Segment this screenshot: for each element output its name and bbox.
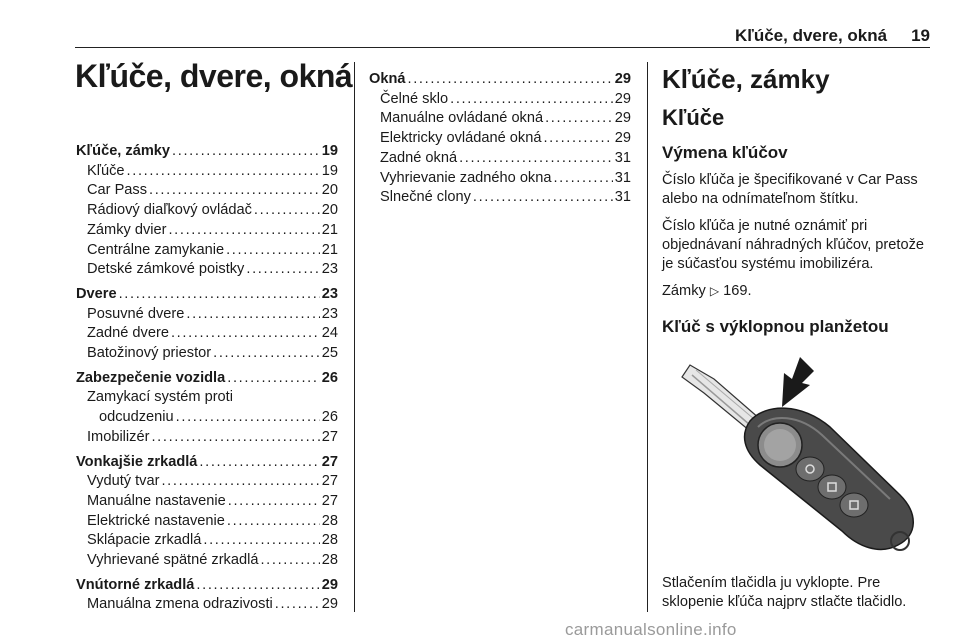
toc-entry-label: Sklápacie zrkadlá — [87, 532, 202, 549]
toc-leader-dots — [186, 305, 319, 325]
section-heading: Kľúče, zámky — [662, 64, 830, 94]
toc-leader-dots — [196, 576, 319, 596]
toc-entry[interactable] — [76, 221, 338, 241]
toc-entry-label: Kľúče — [87, 162, 125, 179]
toc-entry-page: 27 — [321, 453, 338, 470]
toc-entry-page: 28 — [321, 532, 338, 549]
toc-entry-page: 25 — [321, 345, 338, 362]
toc-leader-dots — [127, 162, 320, 182]
toc-entry-label: Dvere — [76, 285, 117, 302]
toc-leader-dots — [203, 531, 319, 551]
toc-section-entry[interactable] — [76, 142, 338, 162]
toc-entry[interactable] — [76, 324, 338, 344]
toc-entry-page: 21 — [321, 221, 338, 238]
toc-entry-page: 31 — [614, 169, 631, 186]
toc-section-entry[interactable] — [76, 453, 338, 473]
toc-entry[interactable] — [76, 512, 338, 532]
toc-entry-page: 29 — [614, 110, 631, 127]
toc-entry-label: Vnútorné zrkadlá — [76, 576, 195, 593]
toc-entry-label: Zadné dvere — [87, 325, 169, 342]
toc-leader-dots — [172, 142, 320, 162]
toc-leader-dots — [254, 201, 320, 221]
section-content — [662, 62, 930, 337]
toc-entry-page: 19 — [321, 162, 338, 179]
press-arrow-icon — [782, 357, 814, 407]
folding-key-illustration — [662, 345, 924, 570]
toc-entry-page: 29 — [614, 90, 631, 107]
paragraph-key-number: Číslo kľúča je špecifikované v Car Pass alebo na odnímateľnom štítku. — [662, 172, 918, 207]
toc-entry[interactable] — [76, 472, 338, 492]
running-title: Kľúče, dvere, okná — [735, 26, 888, 45]
toc-leader-dots — [199, 453, 319, 473]
toc-entry-label: Imobilizér — [87, 428, 150, 445]
reference-page: 169. — [723, 283, 752, 299]
toc-leader-dots — [176, 408, 320, 428]
toc-middle-column — [369, 70, 631, 208]
toc-section-entry[interactable] — [76, 576, 338, 596]
toc-entry[interactable] — [76, 388, 338, 408]
toc-entry-page: 29 — [614, 71, 631, 87]
toc-leader-dots — [275, 595, 320, 615]
toc-left-column — [76, 142, 338, 615]
folding-key-heading: Kľúč s výklopnou planžetou — [662, 317, 889, 336]
toc-entry[interactable] — [369, 129, 631, 149]
toc-entry-page: 23 — [321, 285, 338, 302]
toc-entry[interactable] — [76, 305, 338, 325]
toc-entry-page: 23 — [321, 261, 338, 278]
toc-leader-dots — [450, 90, 613, 110]
figure-caption: Stlačením tlačidla ju vyklopte. Pre sklopenie kľúča najprv stlačte tlačidlo. — [662, 575, 907, 610]
toc-entry-label: Manuálna zmena odrazivosti — [87, 596, 273, 613]
toc-entry-label: Vydutý tvar — [87, 473, 160, 490]
toc-leader-dots — [213, 344, 320, 364]
toc-section-entry[interactable] — [76, 285, 338, 305]
toc-entry-page: 26 — [321, 369, 338, 386]
toc-entry[interactable] — [76, 201, 338, 221]
toc-entry[interactable] — [76, 595, 338, 615]
toc-entry-label: Manuálne nastavenie — [87, 492, 226, 509]
toc-entry[interactable] — [76, 428, 338, 448]
toc-section-entry[interactable] — [369, 70, 631, 90]
reference-arrow-icon: ▷ — [709, 284, 720, 298]
toc-entry-label: Vonkajšie zrkadlá — [76, 453, 198, 470]
toc-entry-label: Manuálne ovládané okná — [380, 110, 544, 127]
toc-entry-label: Zamykací systém proti — [87, 389, 233, 406]
toc-leader-dots — [171, 324, 320, 344]
toc-entry-page: 29 — [614, 130, 631, 147]
toc-entry[interactable] — [76, 344, 338, 364]
toc-entry-page: 28 — [321, 512, 338, 529]
paragraph-order-keys: Číslo kľúča je nutné oznámiť pri objednávaní náhradných kľúčov, pretože je súčasťou systému imobilizéra. — [662, 218, 924, 272]
paragraph-locks-reference[interactable] — [662, 282, 930, 301]
toc-entry[interactable] — [76, 260, 338, 280]
toc-entry-label: Zámky dvier — [87, 221, 167, 238]
toc-entry-page: 19 — [321, 143, 338, 159]
toc-entry-label: Zadné okná — [380, 149, 458, 166]
toc-entry[interactable] — [369, 90, 631, 110]
toc-leader-dots — [161, 472, 319, 492]
toc-entry[interactable] — [369, 149, 631, 169]
toc-entry[interactable] — [76, 241, 338, 261]
column-divider-2 — [647, 62, 648, 612]
toc-entry[interactable] — [369, 169, 631, 189]
toc-leader-dots — [227, 512, 320, 532]
key-blade — [682, 365, 760, 431]
toc-entry-label: Detské zámkové poistky — [87, 261, 245, 278]
toc-entry[interactable] — [76, 551, 338, 571]
toc-entry-label: Elektrické nastavenie — [87, 512, 225, 529]
toc-entry-page: 31 — [614, 149, 631, 166]
toc-leader-dots — [553, 169, 612, 189]
toc-entry-page: 20 — [321, 182, 338, 199]
reference-text: Zámky — [662, 283, 706, 299]
toc-leader-dots — [473, 188, 613, 208]
subsection-heading: Kľúče — [662, 105, 725, 130]
toc-entry-page: 23 — [321, 305, 338, 322]
toc-entry-page: 27 — [321, 428, 338, 445]
toc-leader-dots — [246, 260, 319, 280]
toc-entry-label: Okná — [369, 71, 406, 87]
toc-entry-label: Slnečné clony — [380, 189, 471, 206]
toc-leader-dots — [228, 492, 320, 512]
toc-leader-dots — [260, 551, 319, 571]
toc-entry-label: Batožinový priestor — [87, 345, 212, 362]
toc-entry-page: 24 — [321, 325, 338, 342]
toc-leader-dots — [119, 285, 320, 305]
toc-entry[interactable] — [76, 408, 338, 428]
chapter-title: Kľúče, dvere, okná — [75, 58, 353, 94]
toc-entry-page: 29 — [321, 596, 338, 613]
toc-leader-dots — [149, 181, 320, 201]
toc-entry-label: Vyhrievané spätné zrkadlá — [87, 552, 259, 569]
toc-entry-label: odcudzeniu — [99, 409, 174, 426]
toc-leader-dots — [226, 241, 320, 261]
toc-leader-dots — [227, 369, 320, 389]
toc-entry[interactable] — [76, 531, 338, 551]
toc-entry[interactable] — [369, 188, 631, 208]
toc-entry[interactable] — [369, 109, 631, 129]
toc-entry-label: Čelné sklo — [380, 90, 449, 107]
page-number: 19 — [911, 26, 930, 45]
toc-entry-page: 27 — [321, 492, 338, 509]
toc-entry[interactable] — [76, 492, 338, 512]
toc-leader-dots — [543, 129, 612, 149]
column-divider-1 — [354, 62, 355, 612]
release-button — [758, 423, 802, 467]
toc-entry-label: Car Pass — [87, 182, 148, 199]
toc-entry[interactable] — [76, 162, 338, 182]
toc-leader-dots — [545, 109, 613, 129]
replacement-heading: Výmena kľúčov — [662, 143, 788, 162]
watermark: carmanualsonline.info — [565, 620, 737, 639]
toc-section-entry[interactable] — [76, 369, 338, 389]
toc-entry-page: 27 — [321, 473, 338, 490]
toc-entry-label: Vyhrievanie zadného okna — [380, 169, 552, 186]
toc-leader-dots — [151, 428, 319, 448]
toc-leader-dots — [459, 149, 613, 169]
toc-entry-label: Centrálne zamykanie — [87, 241, 225, 258]
toc-entry-label: Elektricky ovládané okná — [380, 130, 542, 147]
toc-entry[interactable] — [76, 181, 338, 201]
toc-entry-label: Zabezpečenie vozidla — [76, 369, 226, 386]
toc-leader-dots — [168, 221, 319, 241]
toc-entry-page: 20 — [321, 202, 338, 219]
toc-entry-label: Kľúče, zámky — [76, 143, 171, 159]
toc-entry-page: 26 — [321, 409, 338, 426]
toc-entry-page: 21 — [321, 241, 338, 258]
toc-leader-dots — [408, 70, 613, 90]
toc-entry-page: 28 — [321, 552, 338, 569]
header-rule — [75, 47, 930, 48]
toc-entry-page: 31 — [614, 189, 631, 206]
toc-entry-page: 29 — [321, 576, 338, 593]
toc-entry-label: Posuvné dvere — [87, 305, 185, 322]
toc-entry-label: Rádiový diaľkový ovládač — [87, 202, 252, 219]
